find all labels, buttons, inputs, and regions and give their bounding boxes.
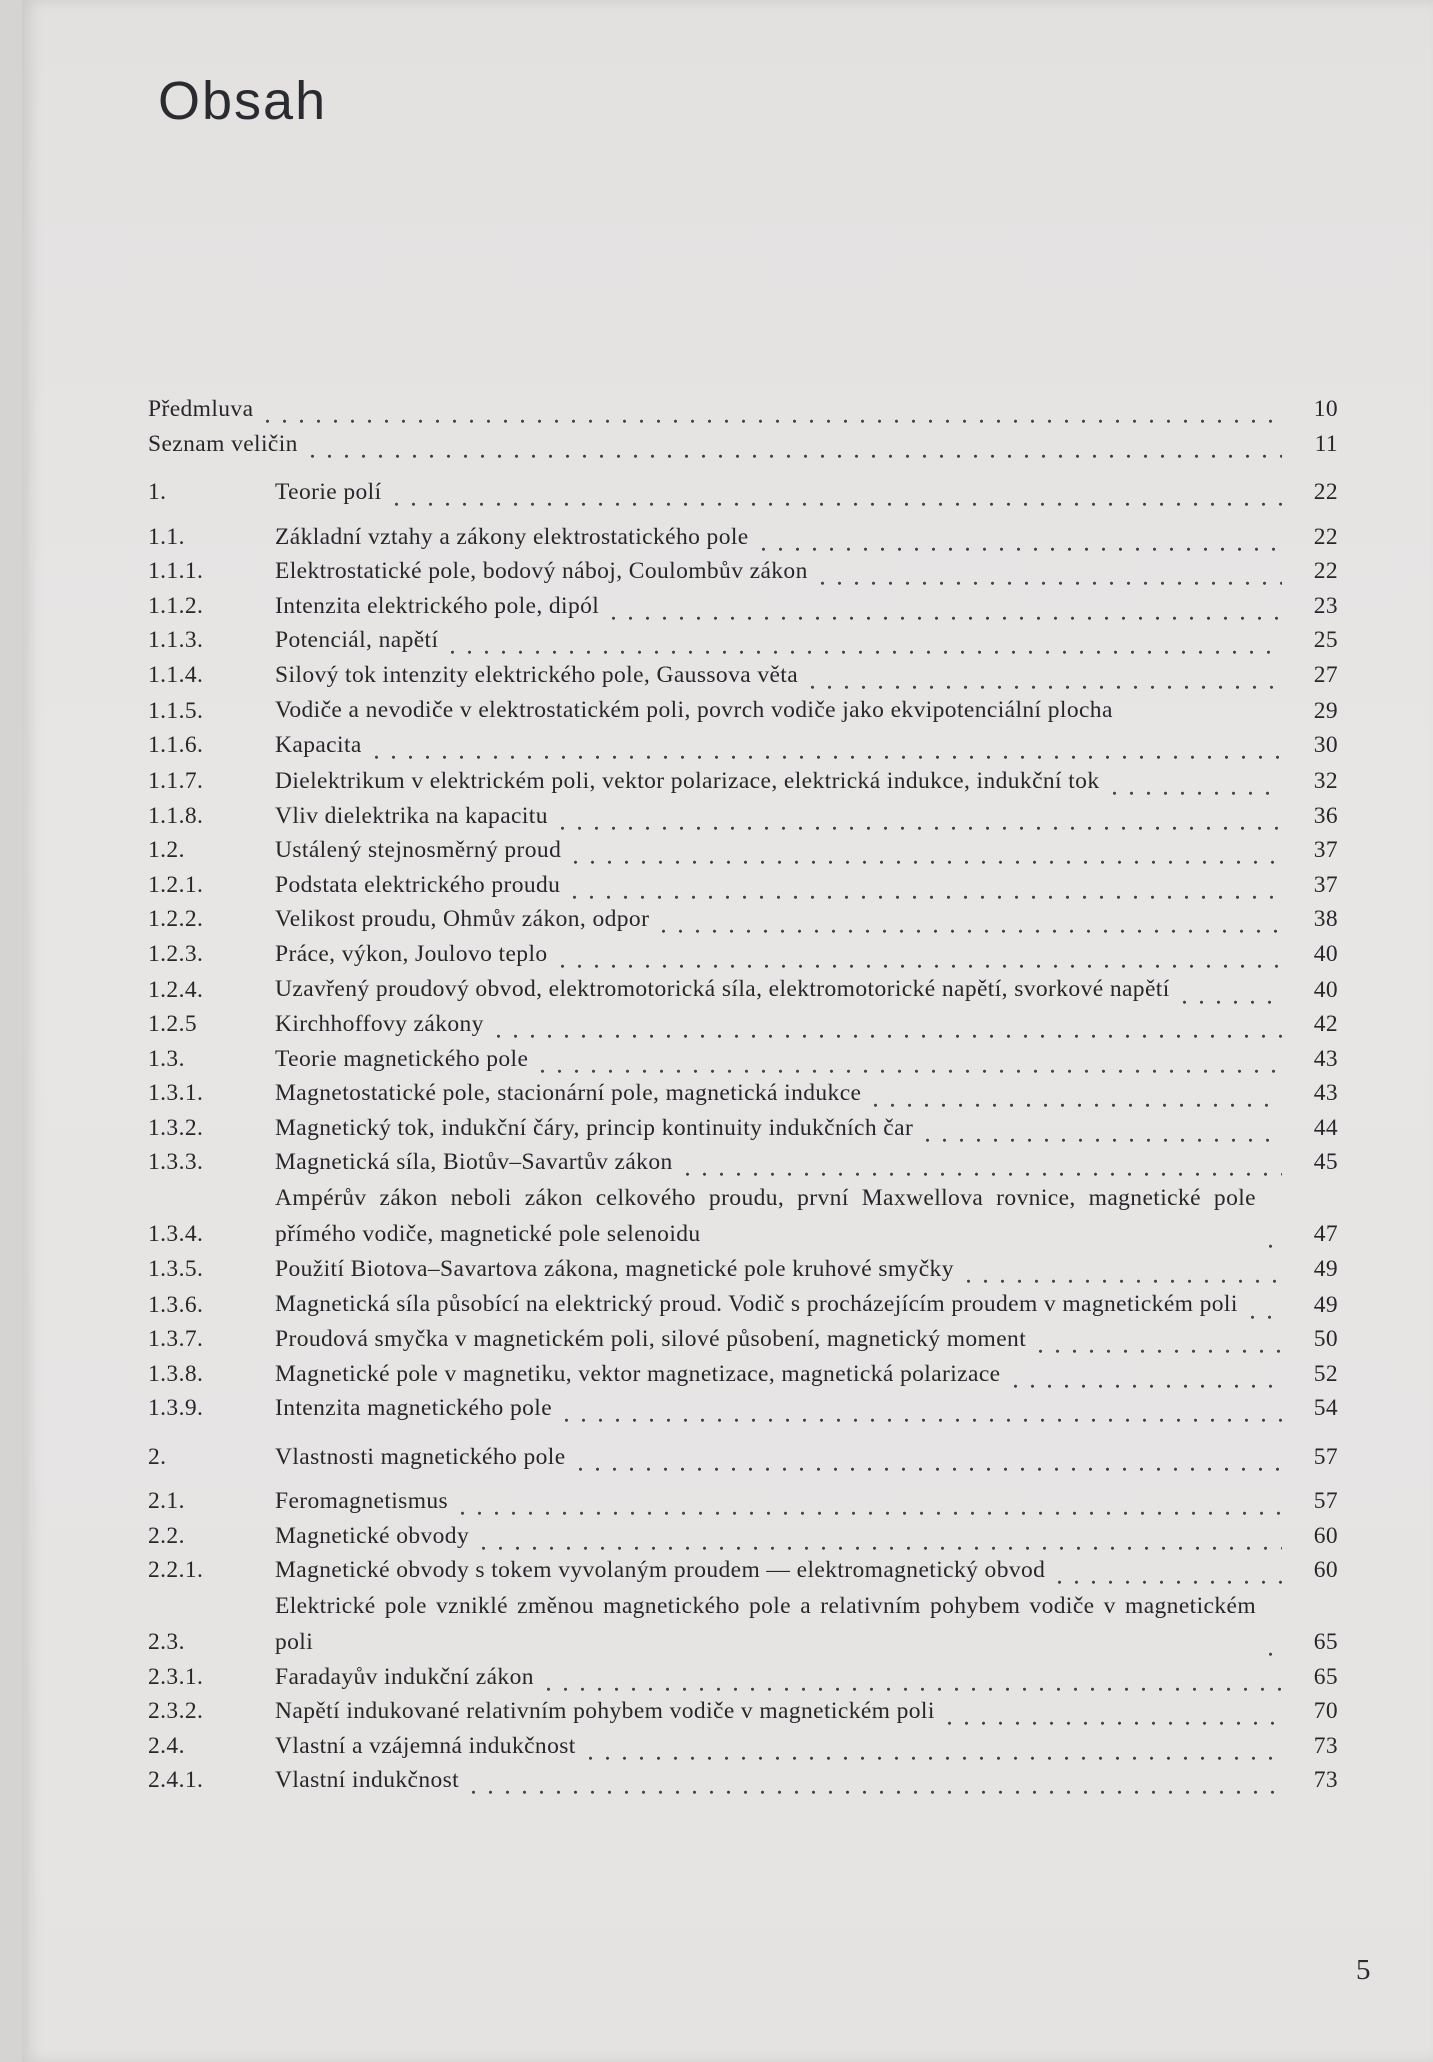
toc-entry-page: 43 bbox=[1313, 1045, 1338, 1072]
toc-entry-page: 11 bbox=[1314, 430, 1338, 457]
dot-leader bbox=[454, 1484, 1282, 1519]
toc-entry-page: 73 bbox=[1313, 1767, 1338, 1793]
toc-entry bbox=[148, 1180, 1338, 1252]
toc-entry-foreword bbox=[148, 392, 1338, 427]
toc-entry-number: 1.3.5. bbox=[148, 1255, 204, 1282]
toc-entry-page: 10 bbox=[1313, 396, 1338, 422]
toc-entry-page: 23 bbox=[1313, 592, 1338, 619]
dot-leader bbox=[444, 623, 1282, 658]
toc-entry bbox=[148, 1391, 1338, 1426]
toc-entry bbox=[148, 1440, 1338, 1475]
toc-entry-page: 57 bbox=[1313, 1488, 1338, 1514]
toc-entry bbox=[148, 868, 1338, 903]
toc-entry-title: Magnetostatické pole, stacionární pole, magnetická indukce bbox=[275, 1080, 862, 1106]
toc-entry-title: Magnetické pole v magnetiku, vektor magnetizace, magnetická polarizace bbox=[275, 1360, 1001, 1387]
toc-entry-title: Kirchhoffovy zákony bbox=[275, 1011, 484, 1037]
toc-entry-title: Základní vztahy a zákony elektrostatického pole bbox=[275, 523, 749, 550]
dot-leader bbox=[259, 392, 1282, 427]
toc-entry-page: 30 bbox=[1313, 732, 1338, 758]
toc-entry-number: 1.2.4. bbox=[148, 976, 204, 1003]
toc-entry-number: 1.2. bbox=[148, 837, 185, 863]
toc-entry-title: Velikost proudu, Ohmův zákon, odpor bbox=[275, 906, 650, 932]
toc-entry-page: 40 bbox=[1313, 940, 1338, 967]
toc-entry-number: 2.2.1. bbox=[148, 1557, 204, 1583]
toc-entry bbox=[148, 1357, 1338, 1392]
dot-leader bbox=[867, 1076, 1282, 1111]
toc-entry-title: Ampérův zákon neboli zákon celkového proudu, první Maxwellova rovnice, magnetické pole přímého vodiče, magnetické pole selenoidu bbox=[275, 1184, 1256, 1247]
toc-entry-number: 2.3. bbox=[148, 1629, 185, 1655]
toc-entry-page: 22 bbox=[1313, 523, 1338, 550]
toc-entry bbox=[148, 1660, 1338, 1695]
toc-entry-number: 1.2.3. bbox=[148, 940, 204, 967]
page-number: 5 bbox=[1356, 1954, 1371, 1986]
toc-entry-title: Použití Biotova–Savartova zákona, magnetické pole kruhové smyčky bbox=[275, 1255, 954, 1282]
toc-entry-title: Magnetický tok, indukční čáry, princip kontinuity indukčních čar bbox=[275, 1114, 914, 1141]
toc-entry-title: Intenzita magnetického pole bbox=[275, 1395, 553, 1421]
toc-entry-title: Intenzita elektrického pole, dipól bbox=[275, 592, 600, 619]
toc-entry bbox=[148, 971, 1338, 1007]
toc-entry-page: 43 bbox=[1313, 1080, 1338, 1106]
dot-leader bbox=[304, 427, 1282, 462]
dot-leader bbox=[755, 520, 1282, 555]
toc-entry-title: Elektrické pole vzniklé změnou magnetického pole a relativním pohybem vodiče v magnetickém poli bbox=[275, 1592, 1256, 1655]
table-of-contents bbox=[148, 392, 1338, 1798]
toc-entry-number: 1.1.3. bbox=[148, 627, 204, 653]
dot-leader bbox=[554, 799, 1282, 834]
toc-sections bbox=[148, 475, 1338, 1798]
toc-entry-page: 60 bbox=[1313, 1522, 1338, 1549]
toc-entry bbox=[148, 623, 1338, 658]
toc-entry-number: 2.2. bbox=[148, 1522, 185, 1549]
book-page bbox=[22, 0, 1433, 2062]
toc-entry-number: 1.3. bbox=[148, 1045, 185, 1072]
dot-leader bbox=[465, 1763, 1282, 1798]
toc-entry bbox=[148, 692, 1338, 728]
toc-entry-title: Dielektrikum v elektrickém poli, vektor polarizace, elektrická indukce, indukční tok bbox=[275, 767, 1100, 794]
toc-entry-title: Magnetická síla působící na elektrický proud. Vodič s procházejícím proudem v magnetickém poli bbox=[275, 1291, 1238, 1317]
toc-entry bbox=[148, 475, 1338, 510]
toc-entry-number: 2.4. bbox=[148, 1732, 185, 1759]
toc-entry-title: Vodiče a nevodiče v elektrostatickém poli, povrch vodiče jako ekvipotenciální plocha bbox=[275, 697, 1113, 723]
toc-entry-page: 52 bbox=[1313, 1360, 1338, 1387]
dot-leader bbox=[368, 728, 1282, 763]
toc-entry bbox=[148, 799, 1338, 834]
dot-leader bbox=[388, 475, 1282, 510]
toc-entry-page: 25 bbox=[1313, 627, 1338, 653]
dot-leader bbox=[1176, 973, 1282, 1008]
toc-entry bbox=[148, 902, 1338, 937]
dot-leader bbox=[490, 1007, 1282, 1042]
dot-leader bbox=[540, 1660, 1282, 1695]
dot-leader bbox=[804, 658, 1282, 693]
toc-entry-page: 22 bbox=[1313, 558, 1338, 584]
dot-leader bbox=[567, 833, 1282, 868]
toc-entry bbox=[148, 1484, 1338, 1519]
toc-entry-title: Proudová smyčka v magnetickém poli, silové působení, magnetický moment bbox=[275, 1326, 1027, 1352]
dot-leader bbox=[655, 902, 1282, 937]
toc-entry-number: 1.3.9. bbox=[148, 1395, 204, 1421]
toc-entry-title: Seznam veličin bbox=[148, 430, 298, 457]
toc-entry-page: 40 bbox=[1313, 976, 1338, 1003]
toc-entry-number: 1.3.4. bbox=[148, 1221, 204, 1247]
toc-entry-number: 1.2.1. bbox=[148, 871, 204, 898]
toc-entry-page: 38 bbox=[1313, 906, 1338, 932]
toc-entry-title: Podstata elektrického proudu bbox=[275, 871, 561, 898]
toc-entry-quantities bbox=[148, 427, 1338, 462]
dot-leader bbox=[572, 1440, 1282, 1475]
dot-leader bbox=[554, 937, 1282, 972]
toc-entry-title: Předmluva bbox=[148, 396, 254, 422]
toc-entry-page: 50 bbox=[1313, 1326, 1338, 1352]
page-heading: Obsah bbox=[158, 71, 328, 131]
dot-leader bbox=[1262, 1625, 1282, 1660]
dot-leader bbox=[814, 554, 1282, 589]
toc-entry-number: 2.4.1. bbox=[148, 1767, 204, 1793]
toc-entry-page: 27 bbox=[1313, 661, 1338, 688]
toc-entry-number: 1.1.7. bbox=[148, 768, 204, 794]
toc-entry bbox=[148, 1252, 1338, 1287]
toc-entry-number: 1.2.5 bbox=[148, 1011, 197, 1037]
toc-entry-page: 70 bbox=[1313, 1698, 1338, 1724]
toc-entry-page: 65 bbox=[1313, 1629, 1338, 1655]
toc-entry-number: 2.1. bbox=[148, 1488, 185, 1514]
toc-entry-number: 1.3.1. bbox=[148, 1080, 204, 1106]
toc-entry-number: 1.3.6. bbox=[148, 1291, 204, 1318]
dot-leader bbox=[1262, 1217, 1282, 1252]
toc-entry-page: 32 bbox=[1313, 768, 1338, 794]
toc-entry-page: 37 bbox=[1313, 837, 1338, 863]
dot-leader bbox=[1032, 1322, 1282, 1357]
toc-entry-number: 1.1. bbox=[148, 523, 185, 550]
toc-entry-title: Silový tok intenzity elektrického pole, Gaussova věta bbox=[275, 661, 799, 688]
toc-entry-number: 1.2.2. bbox=[148, 906, 204, 932]
toc-entry-title: Magnetické obvody s tokem vyvolaným proudem — elektromagnetický obvod bbox=[275, 1557, 1046, 1583]
toc-entry bbox=[148, 1519, 1338, 1554]
toc-entry-title: Faradayův indukční zákon bbox=[275, 1663, 534, 1690]
toc-entry bbox=[148, 554, 1338, 589]
dot-leader bbox=[1007, 1357, 1282, 1392]
dot-leader bbox=[1244, 1288, 1282, 1323]
toc-entry-number: 2.3.2. bbox=[148, 1698, 204, 1724]
dot-leader bbox=[960, 1252, 1282, 1287]
toc-entry-number: 1.3.3. bbox=[148, 1149, 204, 1175]
toc-entry-title: Vliv dielektrika na kapacitu bbox=[275, 802, 548, 829]
toc-entry-page: 57 bbox=[1313, 1443, 1338, 1470]
toc-entry bbox=[148, 1111, 1338, 1146]
toc-entry bbox=[148, 763, 1338, 799]
toc-entry-title: Magnetická síla, Biotův–Savartův zákon bbox=[275, 1149, 673, 1175]
toc-entry-title: Práce, výkon, Joulovo teplo bbox=[275, 940, 548, 967]
toc-entry-number: 2.3.1. bbox=[148, 1663, 204, 1690]
dot-leader bbox=[534, 1042, 1282, 1077]
dot-leader bbox=[941, 1694, 1282, 1729]
toc-entry-page: 65 bbox=[1313, 1663, 1338, 1690]
toc-entry-title: Magnetické obvody bbox=[275, 1522, 470, 1549]
toc-entry-title: Ustálený stejnosměrný proud bbox=[275, 837, 562, 863]
toc-entry-page: 44 bbox=[1313, 1114, 1338, 1141]
toc-entry-page: 47 bbox=[1313, 1221, 1338, 1247]
toc-entry-number: 2. bbox=[148, 1443, 167, 1470]
toc-entry-number: 1.1.1. bbox=[148, 558, 204, 584]
dot-leader bbox=[1051, 1553, 1282, 1588]
toc-entry-page: 73 bbox=[1313, 1732, 1338, 1759]
dot-leader bbox=[679, 1145, 1282, 1180]
toc-entry-number: 1.1.4. bbox=[148, 661, 204, 688]
toc-entry bbox=[148, 520, 1338, 555]
toc-entry-title: Kapacita bbox=[275, 732, 362, 758]
toc-entry-page: 36 bbox=[1313, 802, 1338, 829]
toc-entry-page: 22 bbox=[1313, 479, 1338, 505]
dot-leader bbox=[582, 1729, 1282, 1764]
toc-entry bbox=[148, 658, 1338, 693]
toc-entry bbox=[148, 1694, 1338, 1729]
toc-entry-number: 1.1.5. bbox=[148, 697, 204, 724]
toc-entry bbox=[148, 1588, 1338, 1660]
toc-entry-number: 1. bbox=[148, 479, 167, 505]
toc-entry bbox=[148, 1763, 1338, 1798]
toc-entry bbox=[148, 937, 1338, 972]
toc-entry-number: 1.3.7. bbox=[148, 1326, 204, 1352]
dot-leader bbox=[558, 1391, 1282, 1426]
toc-entry-title: Uzavřený proudový obvod, elektromotorická síla, elektromotorické napětí, svorkové napětí bbox=[275, 976, 1170, 1002]
toc-entry bbox=[148, 728, 1338, 763]
toc-entry bbox=[148, 1729, 1338, 1764]
toc-entry bbox=[148, 1145, 1338, 1180]
toc-entry-title: Vlastní a vzájemná indukčnost bbox=[275, 1732, 576, 1759]
toc-entry bbox=[148, 1007, 1338, 1042]
toc-entry-title: Feromagnetismus bbox=[275, 1488, 449, 1514]
toc-entry-page: 37 bbox=[1313, 871, 1338, 898]
toc-entry-page: 49 bbox=[1313, 1291, 1338, 1318]
toc-entry bbox=[148, 1042, 1338, 1077]
toc-entry-page: 42 bbox=[1313, 1011, 1338, 1037]
toc-entry-page: 60 bbox=[1313, 1557, 1338, 1583]
dot-leader bbox=[1106, 764, 1283, 799]
dot-leader bbox=[566, 868, 1282, 903]
toc-entry-title: Vlastní indukčnost bbox=[275, 1767, 460, 1793]
dot-leader bbox=[475, 1519, 1282, 1554]
toc-entry bbox=[148, 1076, 1338, 1111]
toc-entry-page: 45 bbox=[1313, 1149, 1338, 1175]
toc-entry-number: 1.3.2. bbox=[148, 1114, 204, 1141]
toc-entry-title: Teorie polí bbox=[275, 479, 382, 505]
toc-entry bbox=[148, 589, 1338, 624]
toc-entry-title: Potenciál, napětí bbox=[275, 627, 439, 653]
toc-entry-page: 29 bbox=[1313, 697, 1338, 724]
toc-entry-number: 1.1.8. bbox=[148, 802, 204, 829]
dot-leader bbox=[919, 1111, 1282, 1146]
toc-entry-number: 1.1.2. bbox=[148, 592, 204, 619]
toc-entry-title: Elektrostatické pole, bodový náboj, Coulombův zákon bbox=[275, 558, 808, 584]
toc-entry-number: 1.3.8. bbox=[148, 1360, 204, 1387]
toc-entry-page: 49 bbox=[1313, 1255, 1338, 1282]
toc-entry-page: 54 bbox=[1313, 1395, 1338, 1421]
toc-entry-number: 1.1.6. bbox=[148, 732, 204, 758]
dot-leader bbox=[605, 589, 1282, 624]
toc-entry-title: Teorie magnetického pole bbox=[275, 1045, 529, 1072]
toc-entry-title: Napětí indukované relativním pohybem vodiče v magnetickém poli bbox=[275, 1698, 935, 1724]
toc-entry-title: Vlastnosti magnetického pole bbox=[275, 1443, 566, 1470]
toc-entry bbox=[148, 1286, 1338, 1322]
toc-entry bbox=[148, 1553, 1338, 1588]
toc-entry bbox=[148, 1322, 1338, 1357]
toc-entry bbox=[148, 833, 1338, 868]
